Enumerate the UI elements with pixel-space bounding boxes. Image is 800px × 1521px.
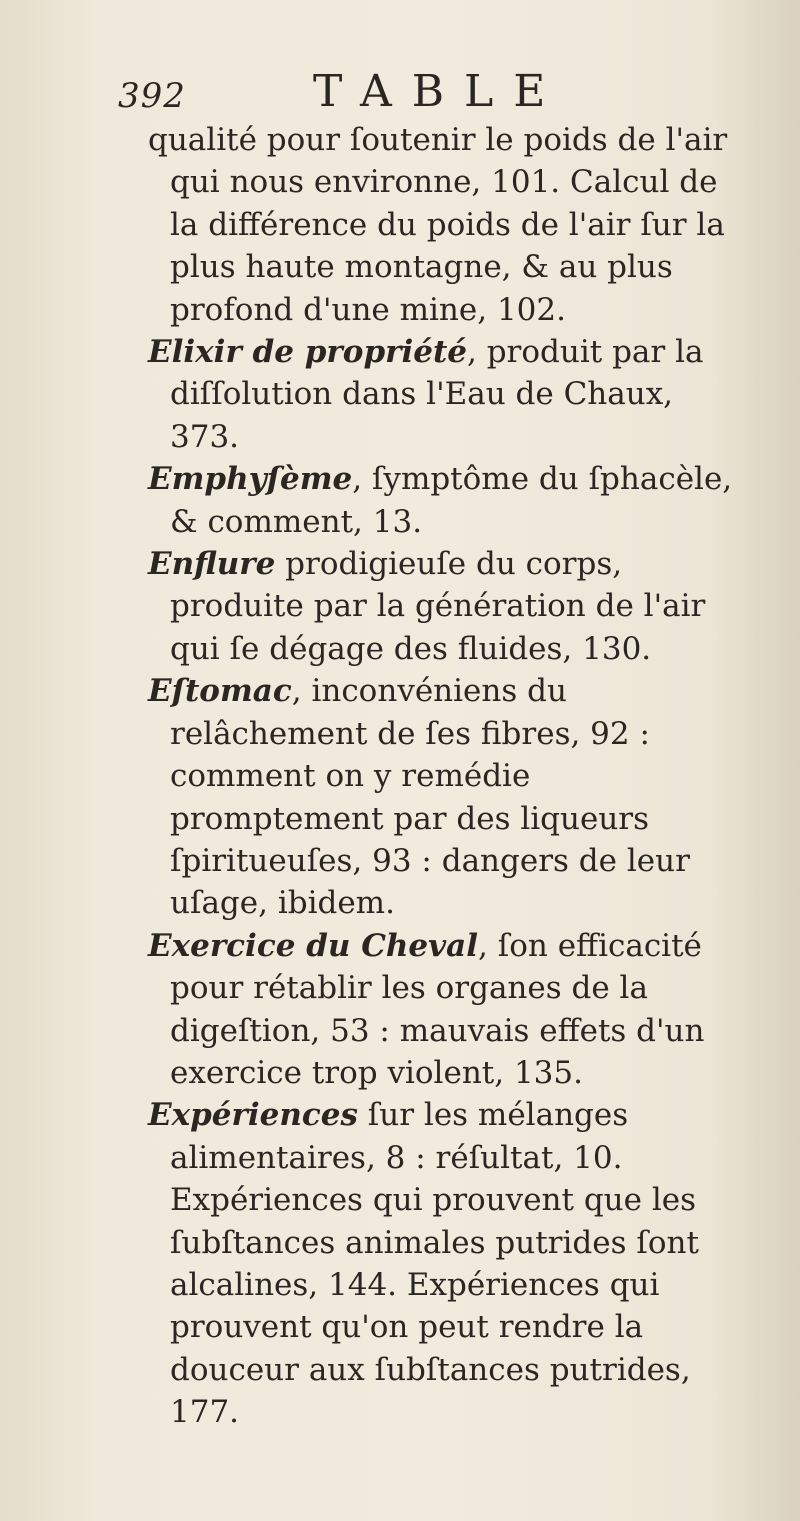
entry-text: , produit par la diſſolution dans l'Eau de Chaux, 373.	[170, 334, 704, 455]
page-header	[118, 66, 718, 126]
index-entry	[148, 458, 748, 543]
page-number: 392	[118, 76, 186, 116]
entry-text: , ſymptôme du ſphacèle, & comment, 13.	[170, 461, 733, 540]
entry-keyword: Expériences	[148, 1097, 358, 1134]
entry-keyword: Elixir de propriété	[148, 334, 467, 371]
index-text	[148, 119, 748, 1434]
entry-keyword: Emphyſème	[148, 461, 353, 498]
entry-text: qualité pour ſoutenir le poids de l'air qui nous environne, 101. Calcul de la différence du poids de l'air ſur la plus haute montagne, & au plus profond d'une mine, 102.	[148, 122, 728, 328]
entry-text: , ſon efficacité pour rétablir les organes de la digeſtion, 53 : mauvais effets d'un exercice trop violent, 135.	[170, 927, 705, 1091]
entry-text: , inconvéniens du relâchement de ſes fibres, 92 : comment on y remédie promptement par des liqueurs ſpiritueuſes, 93 : dangers de leur uſage, ibidem.	[170, 673, 690, 922]
index-entry	[148, 1094, 748, 1433]
entry-text: prodigieuſe du corps, produite par la génération de l'air qui ſe dégage des fluides, 130.	[170, 546, 706, 667]
index-entry	[148, 543, 748, 670]
entry-text: ſur les mélanges alimentaires, 8 : réſultat, 10. Expériences qui prouvent que les ſubſtances animales putrides ſont alcalines, 144. Expériences qui prouvent qu'on peut rendre la douceur aux ſubſtances putrides, 177.	[170, 1097, 699, 1431]
index-entry	[148, 925, 748, 1095]
entry-keyword: Exercice du Cheval	[148, 927, 479, 964]
running-title: TABLE	[313, 66, 566, 117]
index-entry	[148, 331, 748, 458]
index-entry	[148, 119, 748, 331]
entry-keyword: Eſtomac	[148, 673, 292, 710]
index-entry	[148, 670, 748, 924]
entry-keyword: Enflure	[148, 546, 276, 583]
